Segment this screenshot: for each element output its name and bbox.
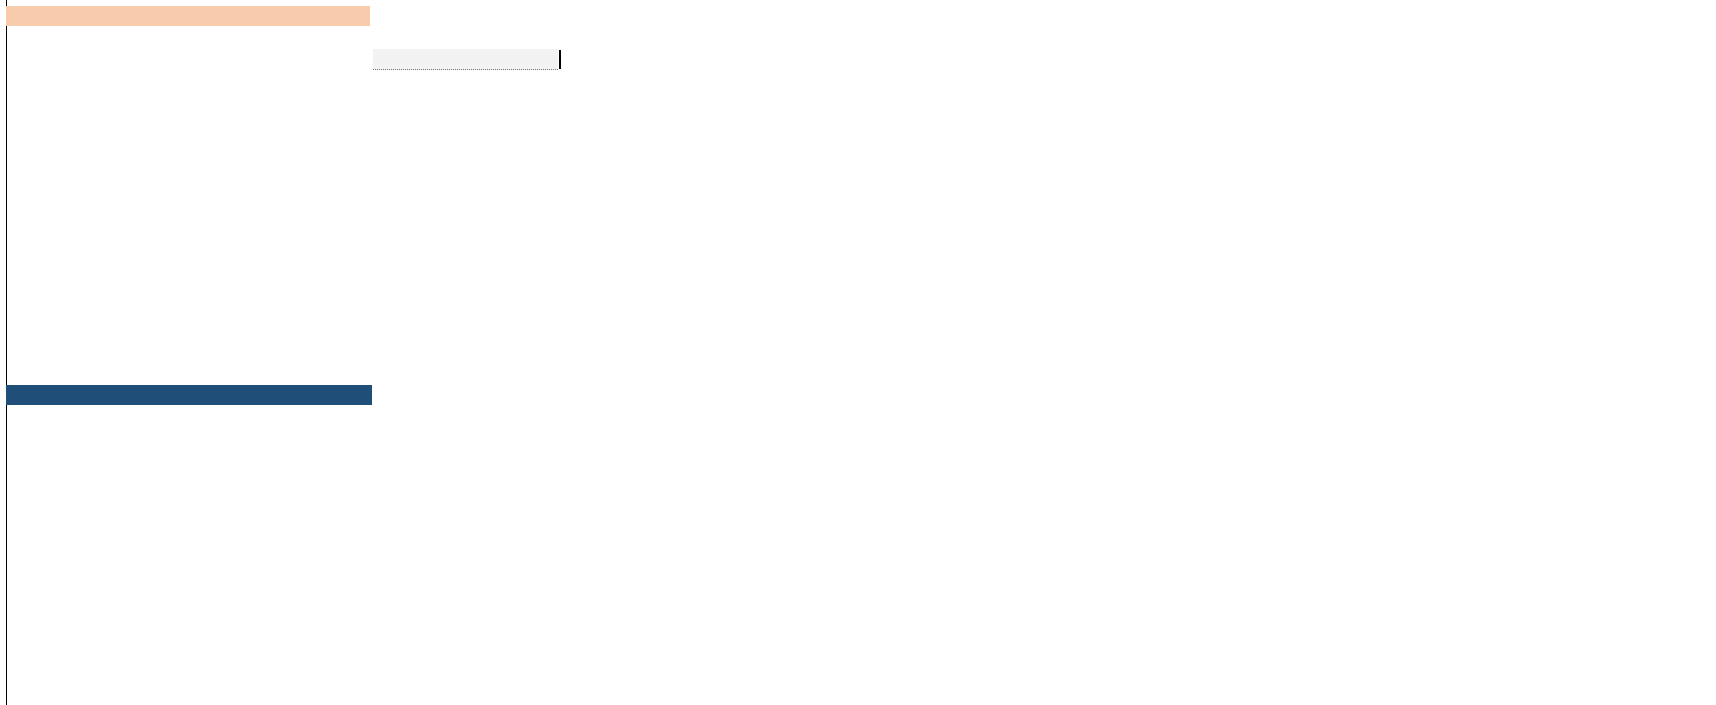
projection-label	[0, 50, 370, 69]
summary-title	[0, 385, 370, 405]
cell-cursor	[559, 50, 561, 69]
sheet-left-border	[6, 0, 7, 705]
projection-row	[0, 50, 1716, 69]
section-title-band	[6, 6, 370, 26]
projection-start-date-cell[interactable]	[373, 49, 558, 70]
